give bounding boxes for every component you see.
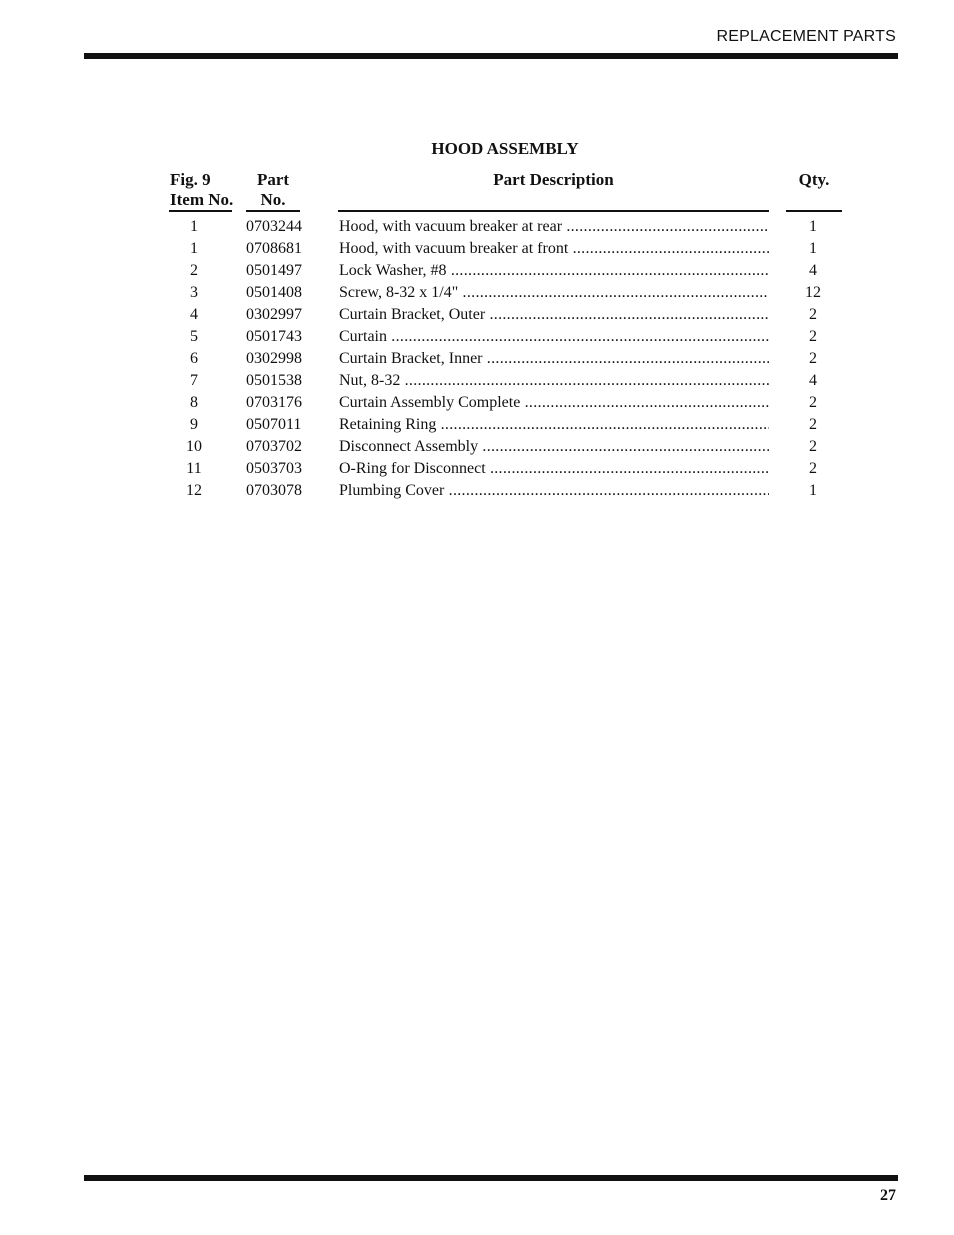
part-description: Screw, 8-32 x 1/4" .....	[339, 282, 769, 304]
quantity: 2	[809, 394, 817, 411]
item-number: 11	[186, 460, 202, 477]
part-description: Curtain Bracket, Inner .....	[339, 348, 769, 370]
part-number: 0708681	[246, 240, 302, 257]
footer-rule	[84, 1175, 898, 1181]
part-number: 0703244	[246, 218, 302, 235]
running-header: REPLACEMENT PARTS	[716, 28, 896, 45]
quantity: 4	[809, 262, 817, 279]
part-number: 0501538	[246, 372, 302, 389]
quantity: 2	[809, 438, 817, 455]
item-number: 2	[190, 262, 198, 279]
table-row	[0, 216, 954, 238]
column-header-part-line2: No.	[260, 190, 286, 209]
column-header-description: Part Description	[493, 170, 614, 189]
part-number: 0703176	[246, 394, 302, 411]
table-row	[0, 304, 954, 326]
part-description: Disconnect Assembly .....	[339, 436, 769, 458]
item-number: 5	[190, 328, 198, 345]
column-underline-item	[169, 210, 232, 212]
item-number: 10	[186, 438, 202, 455]
quantity: 2	[809, 328, 817, 345]
part-number: 0302997	[246, 306, 302, 323]
item-number: 12	[186, 482, 202, 499]
table-row	[0, 392, 954, 414]
column-underline-qty	[786, 210, 842, 212]
quantity: 2	[809, 350, 817, 367]
quantity: 12	[805, 284, 821, 301]
part-number: 0703078	[246, 482, 302, 499]
table-row	[0, 436, 954, 458]
quantity: 1	[809, 240, 817, 257]
part-description: Hood, with vacuum breaker at rear .....	[339, 216, 769, 238]
table-row	[0, 370, 954, 392]
quantity: 2	[809, 460, 817, 477]
parts-table	[0, 216, 954, 502]
quantity: 1	[809, 482, 817, 499]
column-header-item-line2: Item No.	[170, 190, 234, 209]
table-row	[0, 348, 954, 370]
quantity: 4	[809, 372, 817, 389]
quantity: 1	[809, 218, 817, 235]
item-number: 9	[190, 416, 198, 433]
item-number: 1	[190, 218, 198, 235]
part-number: 0501743	[246, 328, 302, 345]
column-header-part	[246, 170, 300, 210]
part-description: Plumbing Cover .....	[339, 480, 769, 502]
table-row	[0, 480, 954, 502]
part-number: 0302998	[246, 350, 302, 367]
part-description: Hood, with vacuum breaker at front .....	[339, 238, 769, 260]
part-number: 0503703	[246, 460, 302, 477]
quantity: 2	[809, 416, 817, 433]
table-row	[0, 326, 954, 348]
column-underline-description	[338, 210, 769, 212]
part-number: 0703702	[246, 438, 302, 455]
item-number: 6	[190, 350, 198, 367]
quantity: 2	[809, 306, 817, 323]
page-number: 27	[880, 1187, 896, 1204]
part-number: 0501408	[246, 284, 302, 301]
part-description: Curtain .....	[339, 326, 769, 348]
part-number: 0507011	[246, 416, 302, 433]
section-title: HOOD ASSEMBLY	[431, 139, 579, 158]
column-header-item	[170, 170, 233, 210]
part-description: Nut, 8-32 .....	[339, 370, 769, 392]
part-description: O-Ring for Disconnect .....	[339, 458, 769, 480]
part-description: Retaining Ring .....	[339, 414, 769, 436]
part-description: Lock Washer, #8 .....	[339, 260, 769, 282]
table-row	[0, 282, 954, 304]
table-row	[0, 414, 954, 436]
item-number: 7	[190, 372, 198, 389]
item-number: 1	[190, 240, 198, 257]
part-description: Curtain Bracket, Outer .....	[339, 304, 769, 326]
table-row	[0, 260, 954, 282]
item-number: 8	[190, 394, 198, 411]
column-header-qty: Qty.	[798, 170, 830, 189]
part-number: 0501497	[246, 262, 302, 279]
part-description: Curtain Assembly Complete .....	[339, 392, 769, 414]
header-rule	[84, 53, 898, 59]
column-header-item-line1: Fig. 9	[170, 170, 211, 189]
item-number: 4	[190, 306, 198, 323]
table-row	[0, 458, 954, 480]
column-header-part-line1: Part	[256, 170, 290, 189]
column-underline-part	[246, 210, 300, 212]
item-number: 3	[190, 284, 198, 301]
table-row	[0, 238, 954, 260]
